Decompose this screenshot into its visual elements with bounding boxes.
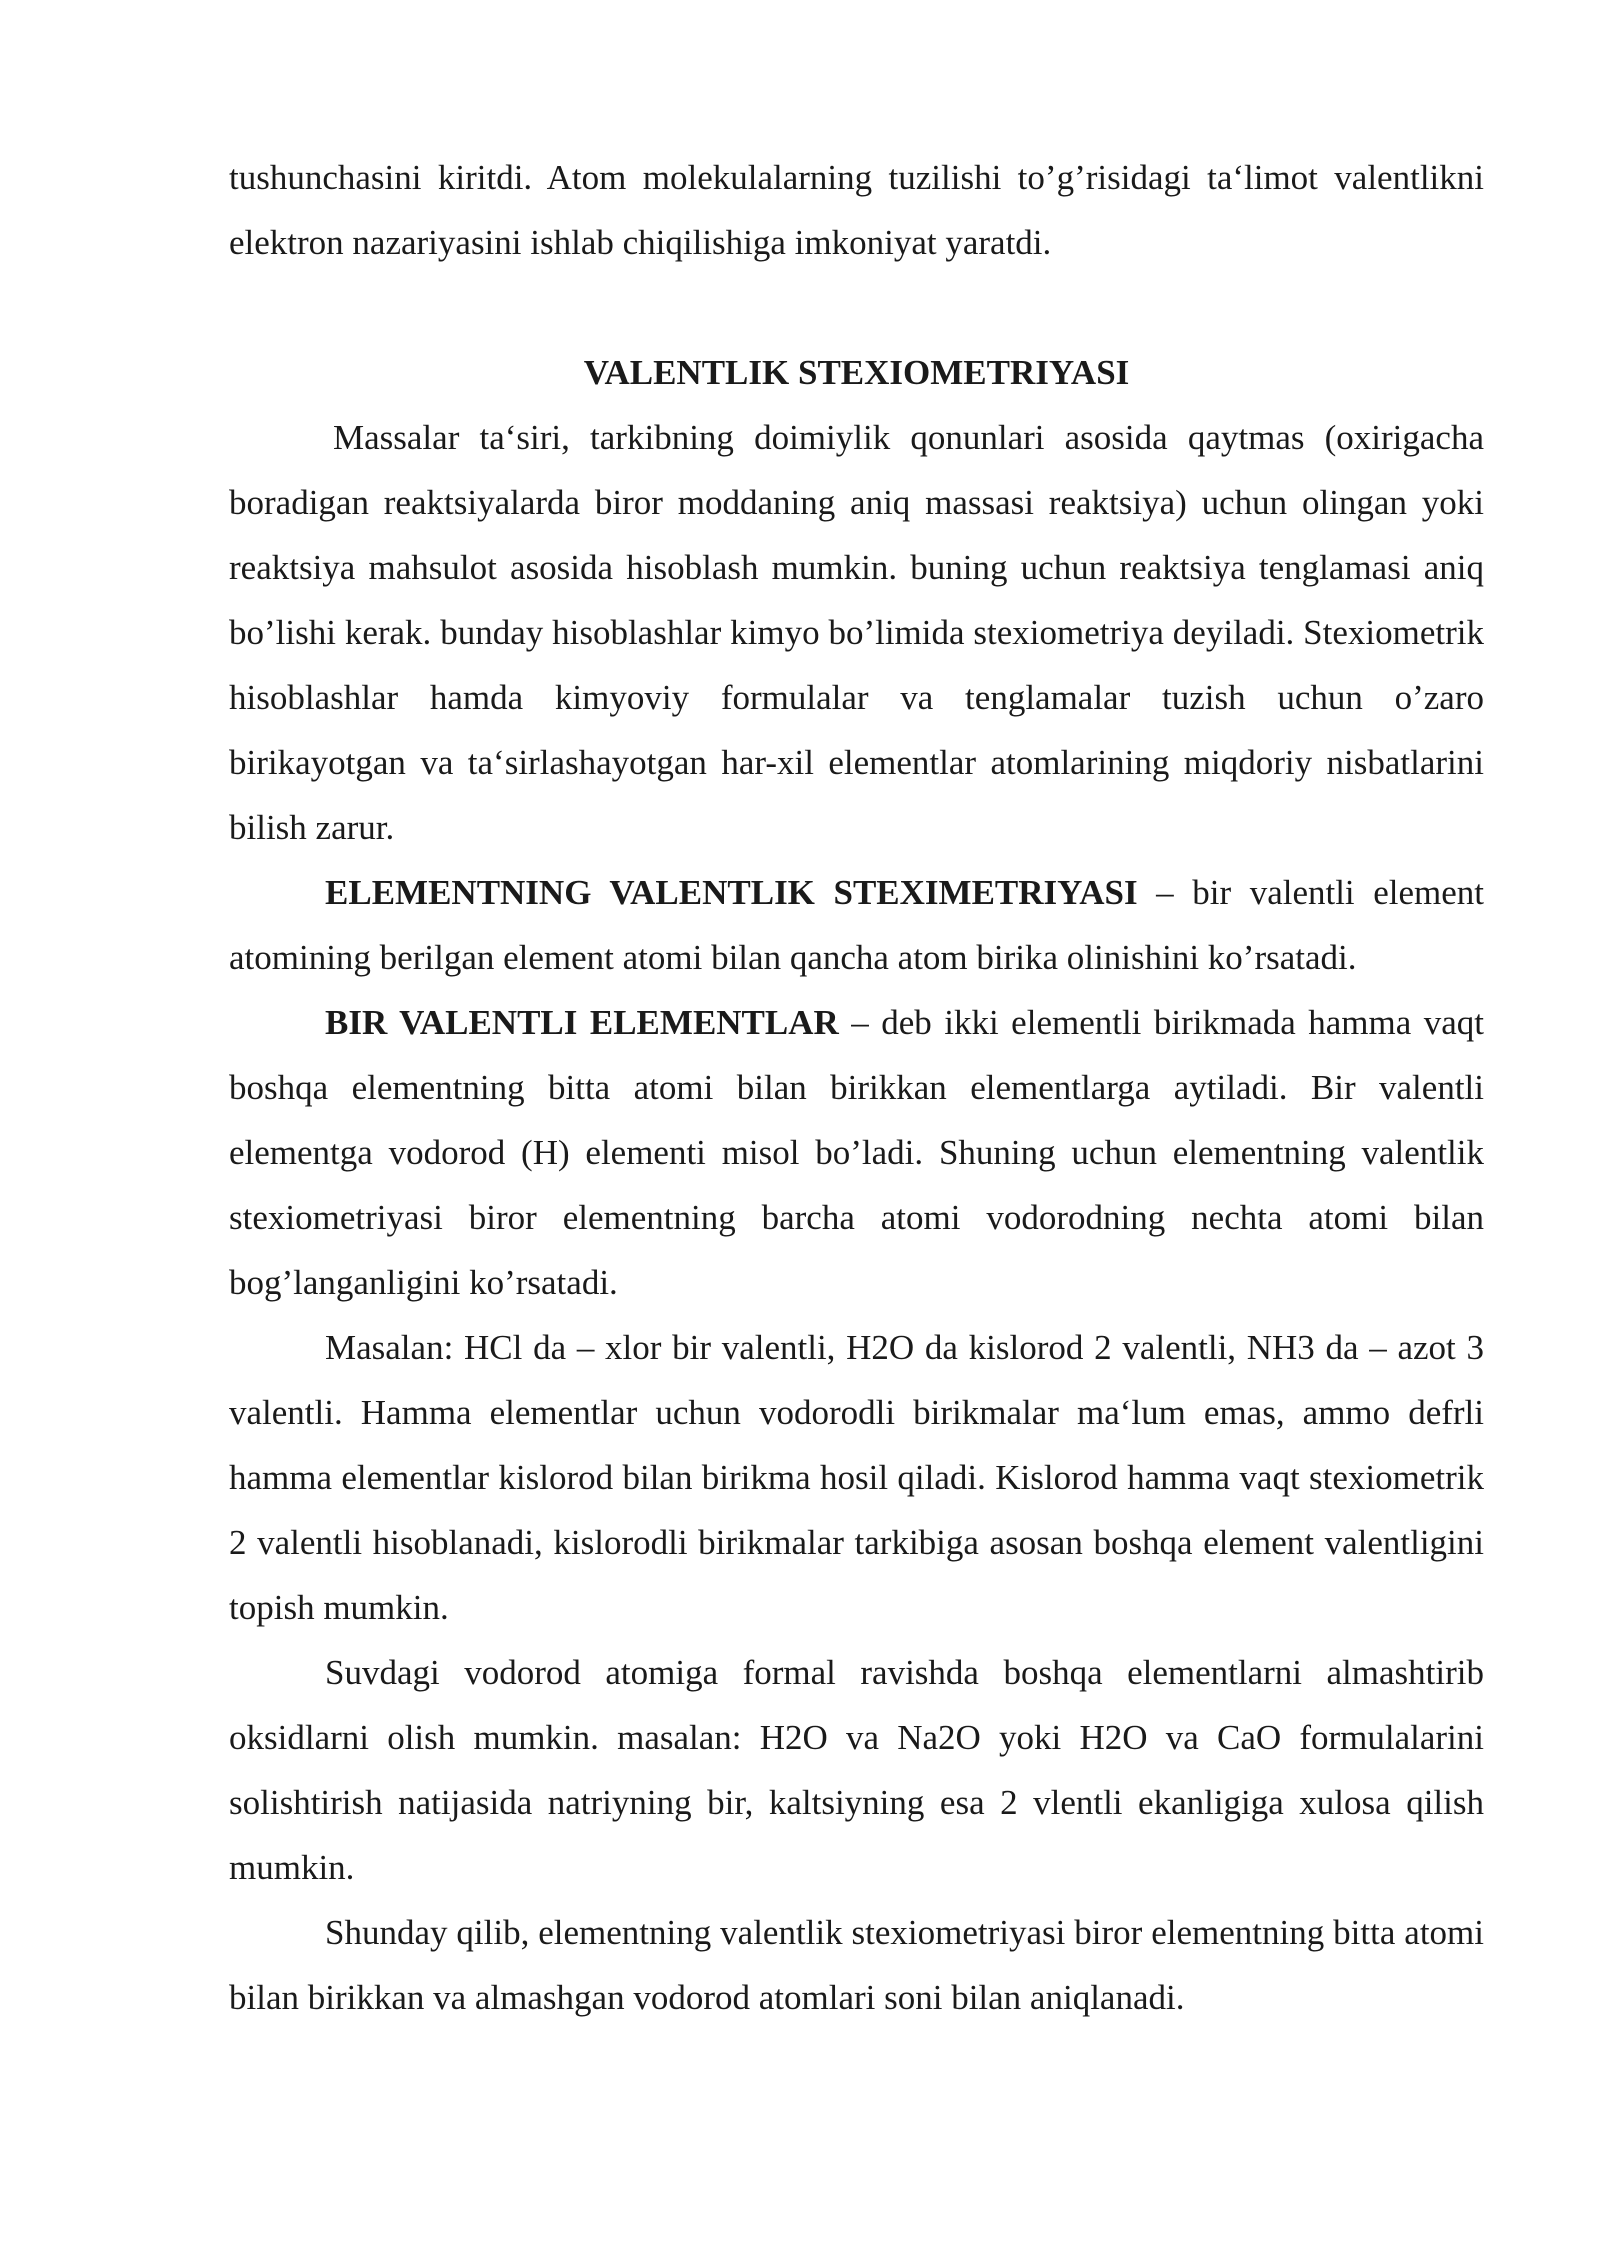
- definition-text: – deb ikki elementli birikmada hamma vaqt boshqa elementning bitta atomi bilan birikkan elementlarga aytiladi. Bir valentli elementga vodorod (H) elementi misol bo’ladi. Shuning uchun elementning valentlik stexiometriyasi biror elementning barcha atomi vodorodning nechta atomi bilan bog’langanligini ko’rsatadi.: [229, 1003, 1484, 1302]
- paragraph-examples: Masalan: HCl da – xlor bir valentli, H2O da kislorod 2 valentli, NH3 da – azot 3 valentli. Hamma elementlar uchun vodorodli birikmalar ma‘lum emas, ammo defrli hamma elementlar kislorod bilan birikma hosil qiladi. Kislorod hamma vaqt stexiometrik 2 valentli hisoblanadi, kislorodli birikmalar tarkibiga asosan boshqa element valentligini topish mumkin.: [229, 1328, 1484, 1627]
- document-body: [229, 145, 1484, 2030]
- term-element-valence-stoichiometry: ELEMENTNING VALENTLIK STEXIMETRIYASI: [325, 873, 1138, 912]
- definition-text: – bir valentli element atomining berilgan element atomi bilan qancha atom birika olinishini ko’rsatadi.: [229, 873, 1485, 977]
- paragraph-oxides: Suvdagi vodorod atomiga formal ravishda boshqa elementlarni almashtirib oksidlarni olish mumkin. masalan: H2O va Na2O yoki H2O va CaO formulalarini solishtirish natijasida natriyning bir, kaltsiyning esa 2 vlentli ekanligiga xulosa qilish mumkin.: [229, 1653, 1484, 1887]
- paragraph-conclusion: Shunday qilib, elementning valentlik stexiometriyasi biror elementning bitta atomi bilan birikkan va almashgan vodorod atomlari soni bilan aniqlanadi.: [229, 1913, 1484, 2017]
- paragraph-continuation: tushunchasini kiritdi. Atom molekulalarning tuzilishi to’g’risidagi ta‘limot valentlikni elektron nazariyasini ishlab chiqilishiga imkoniyat yaratdi.: [229, 158, 1484, 262]
- section-heading: VALENTLIK STEXIOMETRIYASI: [583, 353, 1130, 392]
- paragraph-element-valence-definition: [229, 860, 1484, 990]
- paragraph-monovalent-definition: [229, 990, 1484, 1315]
- paragraph-stoichiometry-intro: Massalar ta‘siri, tarkibning doimiylik qonunlari asosida qaytmas (oxirigacha boradigan reaktsiyalarda biror moddaning aniq massasi reaktsiya) uchun olingan yoki reaktsiya mahsulot asosida hisoblash mumkin. buning uchun reaktsiya tenglamasi aniq bo’lishi kerak. bunday hisoblashlar kimyo bo’limida stexiometriya deyiladi. Stexiometrik hisoblashlar hamda kimyoviy formulalar va tenglamalar tuzish uchun o’zaro birikayotgan va ta‘sirlashayotgan har-xil elementlar atomlarining miqdoriy nisbatlarini bilish zarur.: [229, 418, 1484, 847]
- term-monovalent-elements: BIR VALENTLI ELEMENTLAR: [325, 1003, 839, 1042]
